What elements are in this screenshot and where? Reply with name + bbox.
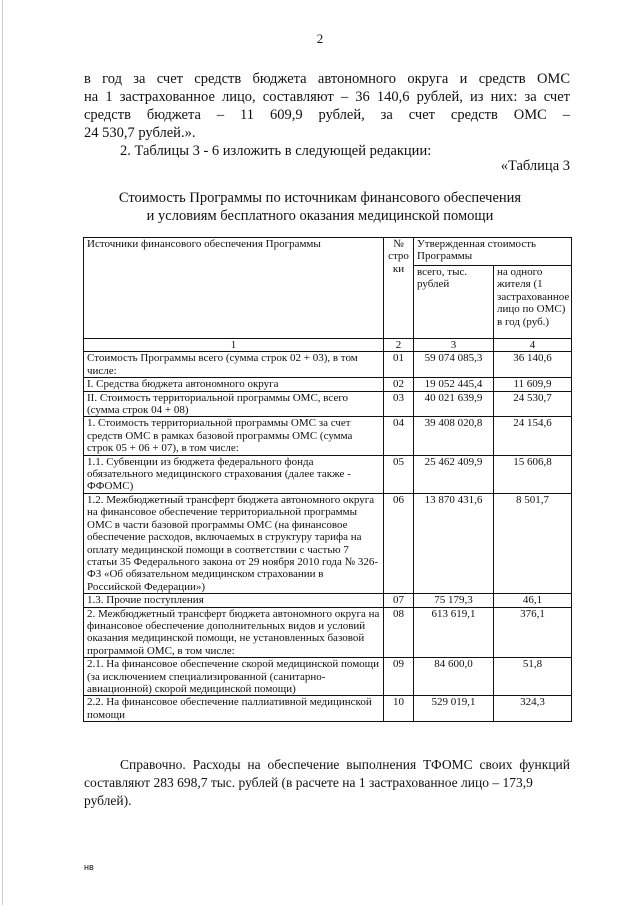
table-row bbox=[84, 594, 572, 607]
reference-note bbox=[84, 756, 570, 810]
row-per-resident: 15 606,8 bbox=[494, 455, 572, 493]
header-total: всего, тыс. рублей bbox=[414, 266, 494, 339]
row-per-resident: 46,1 bbox=[494, 594, 572, 607]
table-row bbox=[84, 696, 572, 722]
row-number: 09 bbox=[384, 658, 414, 696]
row-number: 01 bbox=[384, 352, 414, 378]
col-number: 3 bbox=[414, 339, 494, 352]
header-per-resident: на одного жителя (1 застрахованное лицо по ОМС) в год (руб.) bbox=[494, 266, 572, 339]
row-source-name: Стоимость Программы всего (сумма строк 02 + 03), в том числе: bbox=[84, 352, 384, 378]
row-number: 03 bbox=[384, 391, 414, 417]
table-label: «Таблица 3 bbox=[500, 158, 570, 174]
page-number: 2 bbox=[316, 31, 324, 46]
row-source-name: 2. Межбюджетный трансферт бюджета автономного округа на финансовое обеспечение дополнительных видов и условий оказания медицинской помощи, не установленных базовой программой ОМС, в том числе: bbox=[84, 607, 384, 658]
row-total: 40 021 639,9 bbox=[414, 391, 494, 417]
table-header-row-1 bbox=[84, 238, 572, 266]
intro-line-4: 24 530,7 рублей.». bbox=[84, 125, 196, 141]
table-row bbox=[84, 493, 572, 593]
header-approved: Утвержденная стоимость Программы bbox=[414, 238, 572, 266]
table-row bbox=[84, 417, 572, 455]
row-number: 10 bbox=[384, 696, 414, 722]
reference-note-line-1: Справочно. Расходы на обеспечение выполнения ТФОМС своих функций bbox=[120, 757, 570, 772]
row-per-resident: 376,1 bbox=[494, 607, 572, 658]
row-total: 529 019,1 bbox=[414, 696, 494, 722]
intro-line-2: на 1 застрахованное лицо, составляют – 36 140,6 рублей, из них: за счет bbox=[84, 89, 570, 105]
row-total: 19 052 445,4 bbox=[414, 378, 494, 391]
row-source-name: 2.1. На финансовое обеспечение скорой медицинской помощи (за исключением специализированной (санитарно-авиационной) скорой медицинской помощи) bbox=[84, 658, 384, 696]
row-per-resident: 36 140,6 bbox=[494, 352, 572, 378]
row-per-resident: 8 501,7 bbox=[494, 493, 572, 593]
row-total: 75 179,3 bbox=[414, 594, 494, 607]
row-source-name: II. Стоимость территориальной программы ОМС, всего (сумма строк 04 + 08) bbox=[84, 391, 384, 417]
row-source-name: I. Средства бюджета автономного округа bbox=[84, 378, 384, 391]
row-per-resident: 24 530,7 bbox=[494, 391, 572, 417]
row-number: 07 bbox=[384, 594, 414, 607]
table-row bbox=[84, 352, 572, 378]
row-total: 25 462 409,9 bbox=[414, 455, 494, 493]
row-source-name: 2.2. На финансовое обеспечение паллиативной медицинской помощи bbox=[84, 696, 384, 722]
table-title bbox=[0, 189, 640, 225]
amendment-instruction: 2. Таблицы 3 - 6 изложить в следующей редакции: bbox=[120, 143, 432, 159]
col-number: 1 bbox=[84, 339, 384, 352]
col-number: 4 bbox=[494, 339, 572, 352]
column-number-row bbox=[84, 339, 572, 352]
row-number: 05 bbox=[384, 455, 414, 493]
cost-table bbox=[83, 237, 572, 722]
row-source-name: 1. Стоимость территориальной программы ОМС за счет средств ОМС в рамках базовой программы ОМС (сумма строк 05 + 06 + 07), в том числе: bbox=[84, 417, 384, 455]
header-sources: Источники финансового обеспечения Программы bbox=[84, 238, 384, 339]
row-number: 02 bbox=[384, 378, 414, 391]
header-row-no: № стро ки bbox=[384, 238, 414, 339]
footer-mark: нв bbox=[84, 862, 94, 872]
table-title-line-1: Стоимость Программы по источникам финансового обеспечения bbox=[118, 190, 522, 206]
col-number: 2 bbox=[384, 339, 414, 352]
row-per-resident: 51,8 bbox=[494, 658, 572, 696]
row-per-resident: 324,3 bbox=[494, 696, 572, 722]
table-row bbox=[84, 455, 572, 493]
table-row bbox=[84, 378, 572, 391]
intro-line-3: средств бюджета – 11 609,9 рублей, за счет средств ОМС – bbox=[84, 107, 570, 123]
row-source-name: 1.1. Субвенции из бюджета федерального фонда обязательного медицинского страхования (далее также - ФФОМС) bbox=[84, 455, 384, 493]
intro-paragraph bbox=[84, 70, 570, 160]
reference-note-line-2: составляют 283 698,7 тыс. рублей (в расчете на 1 застрахованное лицо – 173,9 рублей). bbox=[84, 775, 533, 808]
row-per-resident: 11 609,9 bbox=[494, 378, 572, 391]
intro-line-1: в год за счет средств бюджета автономного округа и средств ОМС bbox=[84, 71, 570, 87]
row-source-name: 1.2. Межбюджетный трансферт бюджета автономного округа на финансовое обеспечение территориальной программы ОМС в части базовой программы ОМС (на финансовое обеспечение расходов, включаемых в структуру тарифа на оплату медицинской помощи в соответствии с частью 7 статьи 35 Федерального закона от 29 ноября 2010 года № 326-ФЗ «Об обязательном медицинском страховании в Российской Федерации») bbox=[84, 493, 384, 593]
row-total: 84 600,0 bbox=[414, 658, 494, 696]
table-row bbox=[84, 391, 572, 417]
row-total: 13 870 431,6 bbox=[414, 493, 494, 593]
row-per-resident: 24 154,6 bbox=[494, 417, 572, 455]
row-total: 39 408 020,8 bbox=[414, 417, 494, 455]
row-source-name: 1.3. Прочие поступления bbox=[84, 594, 384, 607]
row-number: 04 bbox=[384, 417, 414, 455]
row-number: 08 bbox=[384, 607, 414, 658]
row-total: 59 074 085,3 bbox=[414, 352, 494, 378]
table-row bbox=[84, 658, 572, 696]
scan-edge-line bbox=[2, 0, 3, 905]
row-total: 613 619,1 bbox=[414, 607, 494, 658]
table-title-line-2: и условиям бесплатного оказания медицинской помощи bbox=[146, 208, 494, 224]
table-row bbox=[84, 607, 572, 658]
row-number: 06 bbox=[384, 493, 414, 593]
